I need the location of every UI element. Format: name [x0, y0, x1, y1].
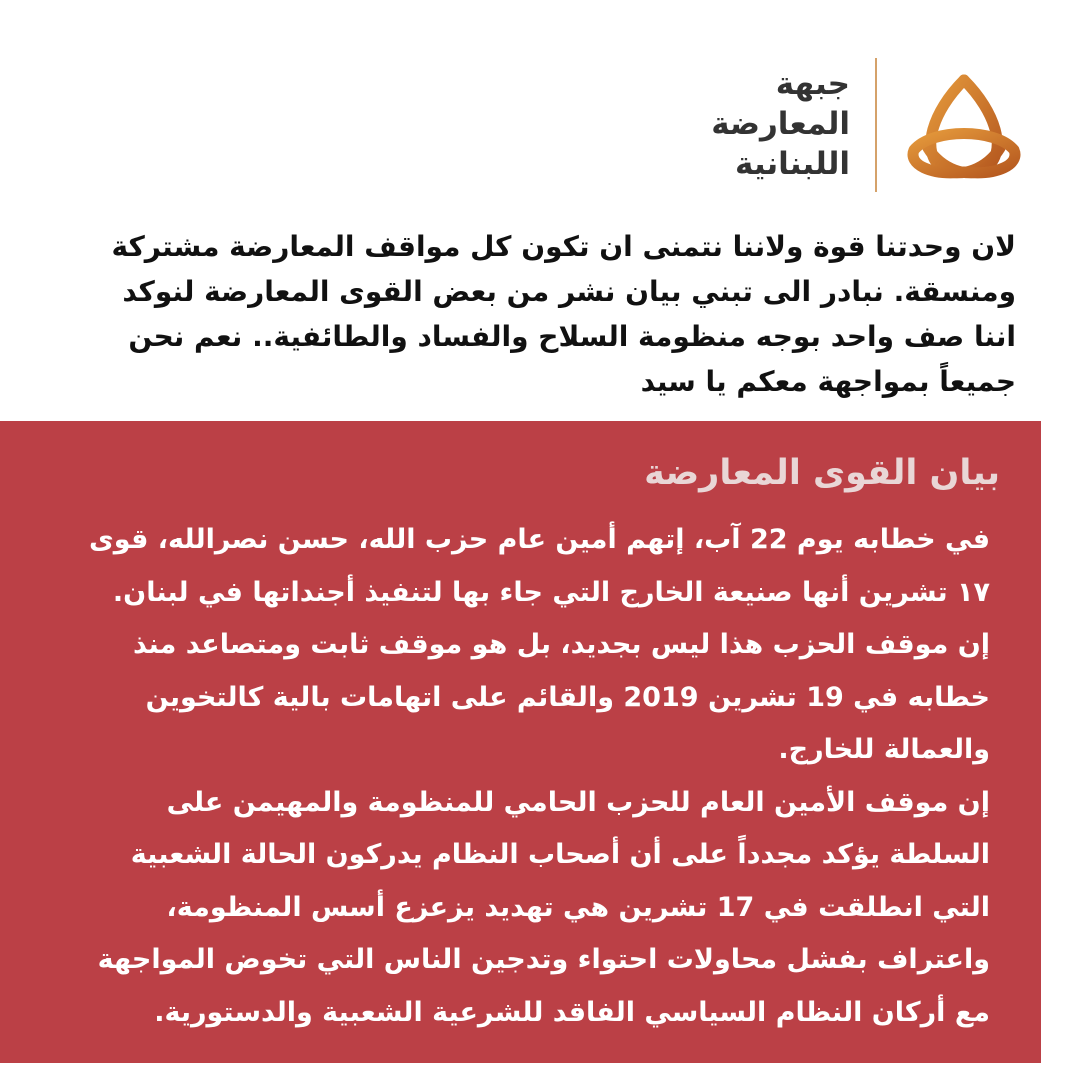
statement-line: التي انطلقت في 17 تشرين هي تهديد يزعزع أسس المنظومة، [166, 891, 990, 923]
statement-line: خطابه في 19 تشرين 2019 والقائم على اتهامات بالية كالتخوين [145, 681, 990, 713]
statement-body [24, 514, 990, 1039]
logo-wordmark [700, 64, 850, 184]
intro-line: لان وحدتنا قوة ولاننا نتمنى ان تكون كل مواقف المعارضة مشتركة [111, 230, 1016, 263]
statement-line: إن موقف الحزب هذا ليس بجديد، بل هو موقف ثابت ومتصاعد منذ [132, 629, 990, 660]
intro-line: ومنسقة. نبادر الى تبني بيان نشر من بعض القوى المعارضة لنوكد [122, 275, 1016, 308]
logo-name-line: جبهة [775, 66, 850, 102]
statement-line: السلطة يؤكد مجدداً على أن أصحاب النظام يدركون الحالة الشعبية [130, 839, 990, 870]
statement-line: إن موقف الأمين العام للحزب الحامي للمنظومة والمهيمن على [166, 786, 990, 818]
statement-line: والعمالة للخارج. [778, 734, 990, 765]
statement-line: في خطابه يوم 22 آب، إتهم أمين عام حزب الله، حسن نصرالله، قوى [89, 524, 990, 555]
intro-line: جميعاً بمواجهة معكم يا سيد [640, 365, 1016, 398]
statement-line: واعتراف بفشل محاولات احتواء وتدجين الناس التي تخوض المواجهة [97, 944, 990, 975]
logo-name-line: المعارضة [711, 106, 850, 142]
intro-text [22, 224, 1016, 404]
triquetra-knot-icon [902, 72, 1026, 182]
logo [700, 58, 1030, 194]
logo-name-line: اللبنانية [735, 146, 850, 182]
statement-line: مع أركان النظام السياسي الفاقد للشرعية الشعبية والدستورية. [154, 996, 990, 1028]
statement-line: ١٧ تشرين أنها صنيعة الخارج التي جاء بها لتنفيذ أجنداتها في لبنان. [112, 576, 990, 608]
logo-divider [875, 58, 877, 192]
statement-title: بيان القوى المعارضة [644, 453, 1000, 493]
intro-line: اننا صف واحد بوجه منظومة السلاح والفساد والطائفية.. نعم نحن [128, 320, 1016, 353]
